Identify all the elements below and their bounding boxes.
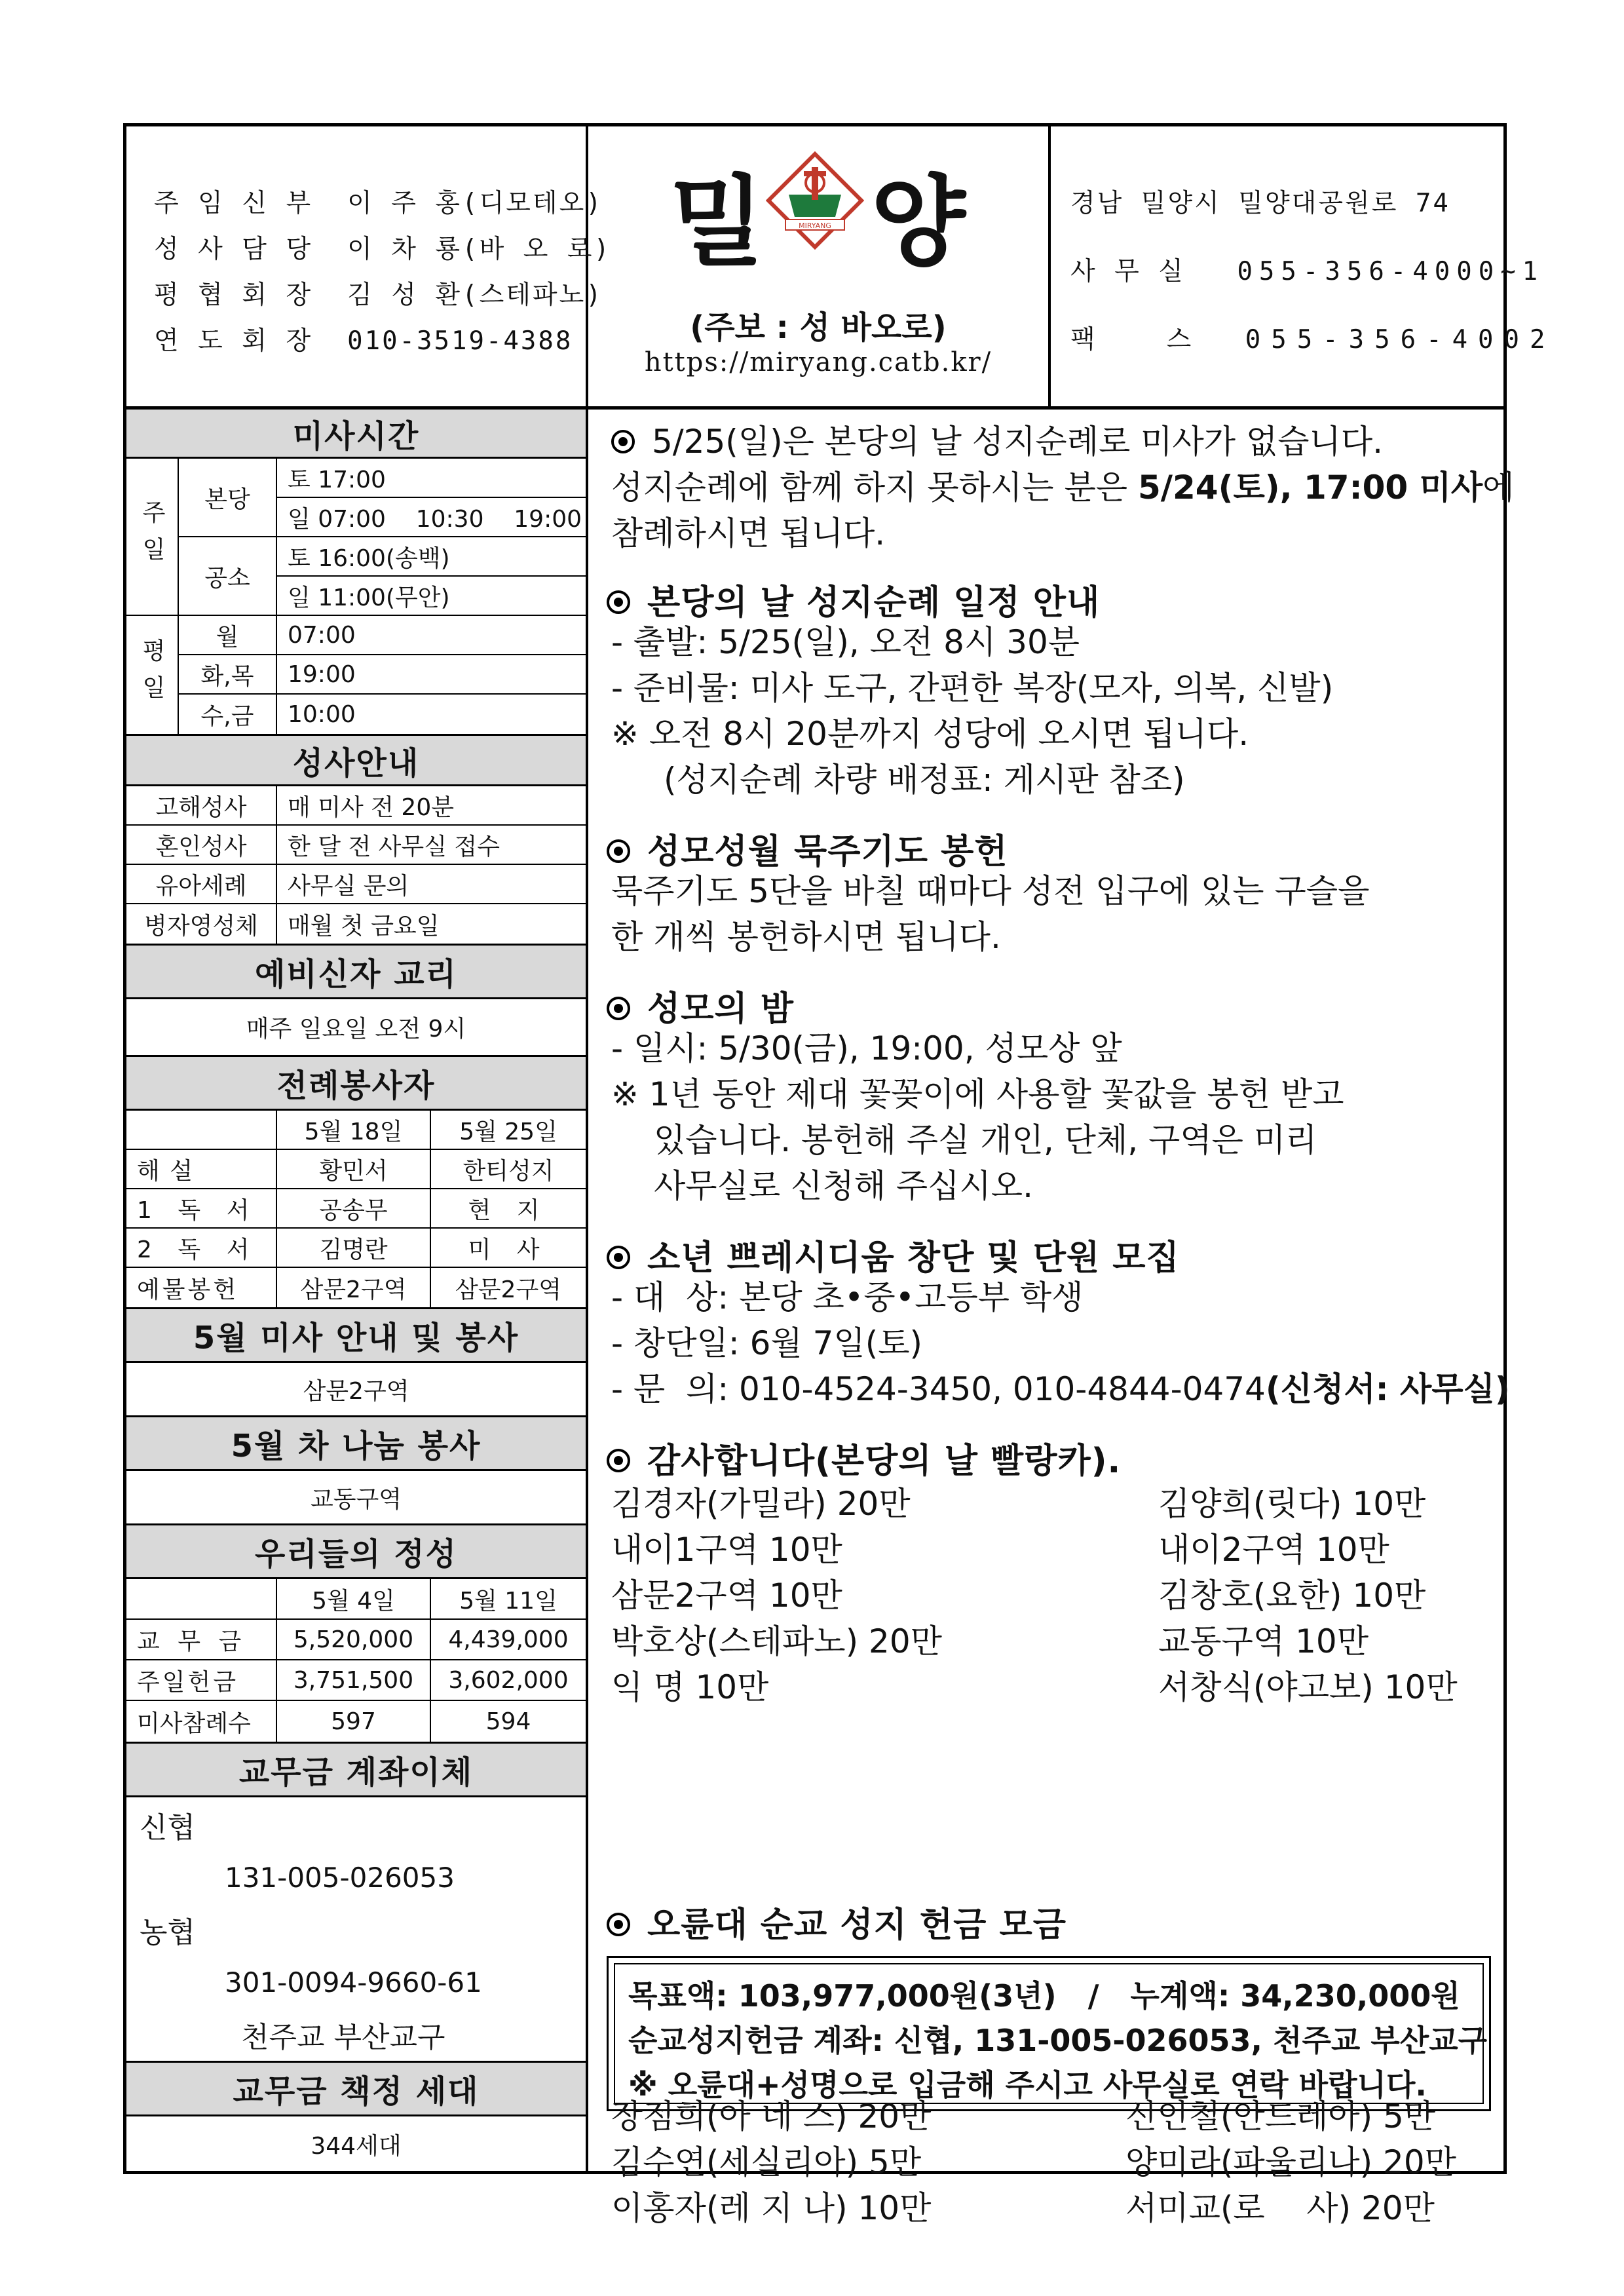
may-tea-team: 교동구역 bbox=[310, 1485, 402, 1513]
may-tea-heading: 5월 차 나눔 봉사 bbox=[126, 1415, 586, 1471]
main-church-label: 본당 bbox=[179, 459, 277, 537]
weekday-label: 평일 bbox=[126, 616, 179, 734]
offering-value: 4,439,000 bbox=[431, 1620, 586, 1660]
notices-column bbox=[588, 410, 1515, 2227]
weekday-mon: 월 bbox=[179, 616, 277, 655]
contact-info bbox=[1051, 126, 1556, 406]
weekday-wed-fri: 수,금 bbox=[179, 695, 277, 734]
sacrament-name: 혼인성사 bbox=[126, 826, 277, 865]
donor-entry: 장점희(아 네 스) 20만 bbox=[611, 2097, 932, 2135]
council-president-line: 평 협 회 장 김 성 환(스테파노) bbox=[154, 280, 603, 310]
parish-url[interactable]: https://miryang.catb.kr/ bbox=[644, 347, 992, 377]
mission-sun-time: 일 11:00(무안) bbox=[277, 577, 586, 616]
thanks-entry: 김창호(요한) 10만 bbox=[1158, 1577, 1426, 1615]
offering-name: 주일헌금 bbox=[126, 1660, 277, 1701]
martyr-shrine-title: 오륜대 순교 성지 헌금 모금 bbox=[607, 1897, 1067, 1946]
thanks-entry: 김경자(가밀라) 20만 bbox=[611, 1485, 911, 1523]
donor-entry: 김수연(세실리아) 5만 bbox=[611, 2143, 922, 2181]
sacrament-name: 고해성사 bbox=[126, 786, 277, 826]
pilgrimage-line: - 출발: 5/25(일), 오전 8시 30분 bbox=[611, 623, 1080, 661]
praesidium-line: - 문 의: 010-4524-3450, 010-4844-0474(신청서: 사무실) bbox=[611, 1370, 1510, 1408]
parish-title: 밀 양 bbox=[670, 166, 967, 280]
catechumen-heading: 예비신자 교리 bbox=[126, 944, 586, 999]
bank1-name: 신협 bbox=[140, 1811, 196, 1845]
offering-date: 5월 11일 bbox=[431, 1579, 586, 1620]
thanks-entry: 서창식(야고보) 10만 bbox=[1158, 1668, 1458, 1706]
sacraments-heading: 성사안내 bbox=[126, 734, 586, 786]
liturgy-person: 삼문2구역 bbox=[455, 1276, 561, 1303]
thanks-entry: 삼문2구역 10만 bbox=[611, 1577, 842, 1615]
marian-night-line: - 일시: 5/30(금), 19:00, 성모상 앞 bbox=[611, 1029, 1122, 1067]
offering-value: 3,602,000 bbox=[431, 1660, 586, 1701]
thanks-entry: 내이2구역 10만 bbox=[1158, 1531, 1389, 1569]
offering-value: 597 bbox=[277, 1701, 431, 1742]
transfer-heading: 교무금 계좌이체 bbox=[126, 1742, 586, 1797]
rosary-line: 한 개씩 봉헌하시면 됩니다. bbox=[611, 918, 1001, 956]
pastor-line: 주 임 신 부 이 주 홍(디모테오) bbox=[154, 189, 603, 218]
households-count: 344세대 bbox=[311, 2133, 402, 2160]
offering-value: 3,751,500 bbox=[277, 1660, 431, 1701]
thanks-title: 감사합니다(본당의 날 빨랑카). bbox=[607, 1433, 1121, 1482]
donation-box bbox=[607, 1956, 1491, 2111]
donor-entry: 신인철(안드레아) 5만 bbox=[1125, 2097, 1436, 2135]
liturgy-date: 5월 18일 bbox=[277, 1111, 431, 1150]
header bbox=[126, 126, 1556, 410]
thanks-entry: 내이1구역 10만 bbox=[611, 1531, 842, 1569]
marian-night-line: ※ 1년 동안 제대 꽃꽂이에 사용할 꽃값을 봉헌 받고 bbox=[611, 1075, 1344, 1113]
may-mass-heading: 5월 미사 안내 및 봉사 bbox=[126, 1307, 586, 1363]
offering-name: 교 무 금 bbox=[126, 1620, 277, 1660]
sacrament-info: 매월 첫 금요일 bbox=[288, 912, 440, 940]
mission-label: 공소 bbox=[179, 537, 277, 616]
sacrament-info: 한 달 전 사무실 접수 bbox=[277, 826, 586, 865]
weekday-wed-fri-time: 10:00 bbox=[288, 700, 356, 728]
bullet-icon bbox=[607, 590, 630, 614]
parish-logo-icon bbox=[766, 151, 864, 250]
mass-times-heading: 미사시간 bbox=[126, 410, 586, 459]
pilgrimage-schedule-title: 본당의 날 성지순례 일정 안내 bbox=[607, 575, 1100, 624]
bank2-account: 301-0094-9660-61 bbox=[225, 1966, 482, 1999]
bullet-icon bbox=[607, 1246, 630, 1269]
fax-line: 팩 스 055-356-4002 bbox=[1070, 325, 1556, 354]
weekday-mon-time: 07:00 bbox=[277, 616, 586, 655]
liturgy-person: 현 지 bbox=[431, 1189, 586, 1229]
liturgy-role: 해 설 bbox=[126, 1150, 277, 1189]
donor-entry: 양미라(파울리나) 20만 bbox=[1125, 2143, 1456, 2181]
pilgrimage-line: - 준비물: 미사 도구, 간편한 복장(모자, 의복, 신발) bbox=[611, 669, 1334, 707]
bullet-icon bbox=[611, 430, 635, 453]
left-column bbox=[126, 410, 588, 2174]
notice-line: 성지순례에 함께 하지 못하시는 분은 5/24(토), 17:00 미사에 bbox=[611, 469, 1515, 507]
liturgy-person: 한티성지 bbox=[431, 1150, 586, 1189]
offering-value: 5,520,000 bbox=[277, 1620, 431, 1660]
address: 경남 밀양시 밀양대공원로 74 bbox=[1070, 189, 1450, 218]
donation-goal: 목표액: 103,977,000원(3년) / 누계액: 34,230,000원 bbox=[628, 1978, 1460, 2014]
catechumen-time: 매주 일요일 오전 9시 bbox=[246, 1016, 466, 1043]
liturgy-person: 삼문2구역 bbox=[277, 1268, 431, 1307]
donor-entry: 서미교(로 사) 20만 bbox=[1125, 2189, 1435, 2227]
donor-entry: 이홍자(레 지 나) 10만 bbox=[611, 2189, 932, 2227]
patron-subtitle: (주보 : 성 바오로) bbox=[690, 309, 947, 346]
liturgy-date: 5월 25일 bbox=[431, 1111, 586, 1150]
bullet-icon bbox=[607, 997, 630, 1020]
bullet-icon bbox=[607, 839, 630, 863]
masthead bbox=[588, 126, 1051, 406]
sacrament-name: 병자영성체 bbox=[126, 904, 277, 944]
offering-name: 미사참례수 bbox=[126, 1701, 277, 1742]
deanery-line: 연 도 회 장 010-3519-4388 bbox=[154, 326, 573, 356]
praesidium-line: - 대 상: 본당 초•중•고등부 학생 bbox=[611, 1278, 1084, 1316]
sacrament-info: 사무실 문의 bbox=[277, 865, 586, 904]
offering-value: 594 bbox=[485, 1708, 531, 1735]
office-phone-line: 사 무 실 055-356-4000~1 bbox=[1070, 257, 1545, 286]
clergy-info bbox=[126, 126, 612, 406]
notice-line: 참례하시면 됩니다. bbox=[611, 514, 886, 552]
mission-sat-time: 토 16:00(송백) bbox=[277, 537, 586, 577]
notice-pilgrimage: 5/25(일)은 본당의 날 성지순례로 미사가 없습니다. bbox=[611, 419, 1383, 465]
liturgy-heading: 전례봉사자 bbox=[126, 1055, 586, 1111]
donation-instructions: ※ 오륜대+성명으로 입금해 주시고 사무실로 연락 바랍니다. bbox=[628, 2067, 1427, 2103]
bank1-account: 131-005-026053 bbox=[225, 1861, 455, 1894]
bulletin-frame bbox=[123, 123, 1556, 2227]
offerings-corner bbox=[126, 1579, 277, 1620]
praesidium-title: 소년 쁘레시디움 창단 및 단원 모집 bbox=[607, 1230, 1180, 1279]
bullet-icon bbox=[607, 1449, 630, 1472]
bullet-icon bbox=[607, 1913, 630, 1936]
sacrament-priest-line: 성 사 담 당 이 차 룡(바 오 로) bbox=[154, 235, 612, 264]
rosary-title: 성모성월 묵주기도 봉헌 bbox=[607, 824, 1008, 873]
weekday-tue-thu: 화,목 bbox=[179, 655, 277, 695]
sacrament-info: 매 미사 전 20분 bbox=[277, 786, 586, 826]
liturgy-person: 미 사 bbox=[431, 1229, 586, 1268]
praesidium-line: - 창단일: 6월 7일(토) bbox=[611, 1324, 923, 1362]
marian-night-line: 있습니다. 봉헌해 주실 개인, 단체, 구역은 미리 bbox=[654, 1121, 1317, 1159]
offerings-heading: 우리들의 정성 bbox=[126, 1523, 586, 1579]
svg-text:MIRYANG: MIRYANG bbox=[799, 221, 831, 230]
sunday-label: 주일 bbox=[126, 459, 179, 616]
weekday-tue-thu-time: 19:00 bbox=[277, 655, 586, 695]
liturgy-role: 2 독 서 bbox=[126, 1229, 277, 1268]
thanks-entry: 교동구역 10만 bbox=[1158, 1622, 1369, 1660]
rosary-line: 묵주기도 5단을 바칠 때마다 성전 입구에 있는 구슬을 bbox=[611, 872, 1370, 910]
offering-date: 5월 4일 bbox=[277, 1579, 431, 1620]
thanks-entry: 박호상(스테파노) 20만 bbox=[611, 1622, 942, 1660]
thanks-entry: 익 명 10만 bbox=[611, 1668, 769, 1706]
liturgy-role: 1 독 서 bbox=[126, 1189, 277, 1229]
main-sun-time: 일 07:00 10:30 19:00 bbox=[277, 498, 586, 537]
thanks-entry: 김양희(릿다) 10만 bbox=[1158, 1485, 1426, 1523]
liturgy-corner bbox=[126, 1111, 277, 1150]
pilgrimage-line: (성지순례 차량 배정표: 게시판 참조) bbox=[664, 761, 1185, 799]
liturgy-person: 공송무 bbox=[277, 1189, 431, 1229]
sacrament-name: 유아세례 bbox=[126, 865, 277, 904]
donation-account: 순교성지헌금 계좌: 신협, 131-005-026053, 천주교 부산교구 bbox=[628, 2023, 1488, 2058]
account-holder: 천주교 부산교구 bbox=[241, 2021, 445, 2054]
main-sat-time: 토 17:00 bbox=[277, 459, 586, 498]
liturgy-person: 황민서 bbox=[277, 1150, 431, 1189]
marian-night-title: 성모의 밤 bbox=[607, 981, 794, 1030]
bank2-name: 농협 bbox=[140, 1916, 196, 1949]
liturgy-person: 김명란 bbox=[277, 1229, 431, 1268]
may-mass-team: 삼문2구역 bbox=[303, 1377, 409, 1405]
marian-night-line: 사무실로 신청해 주십시오. bbox=[654, 1167, 1033, 1205]
households-heading: 교무금 책정 세대 bbox=[126, 2061, 586, 2116]
liturgy-role: 예물봉헌 bbox=[126, 1268, 277, 1307]
pilgrimage-line: ※ 오전 8시 20분까지 성당에 오시면 됩니다. bbox=[611, 715, 1249, 753]
